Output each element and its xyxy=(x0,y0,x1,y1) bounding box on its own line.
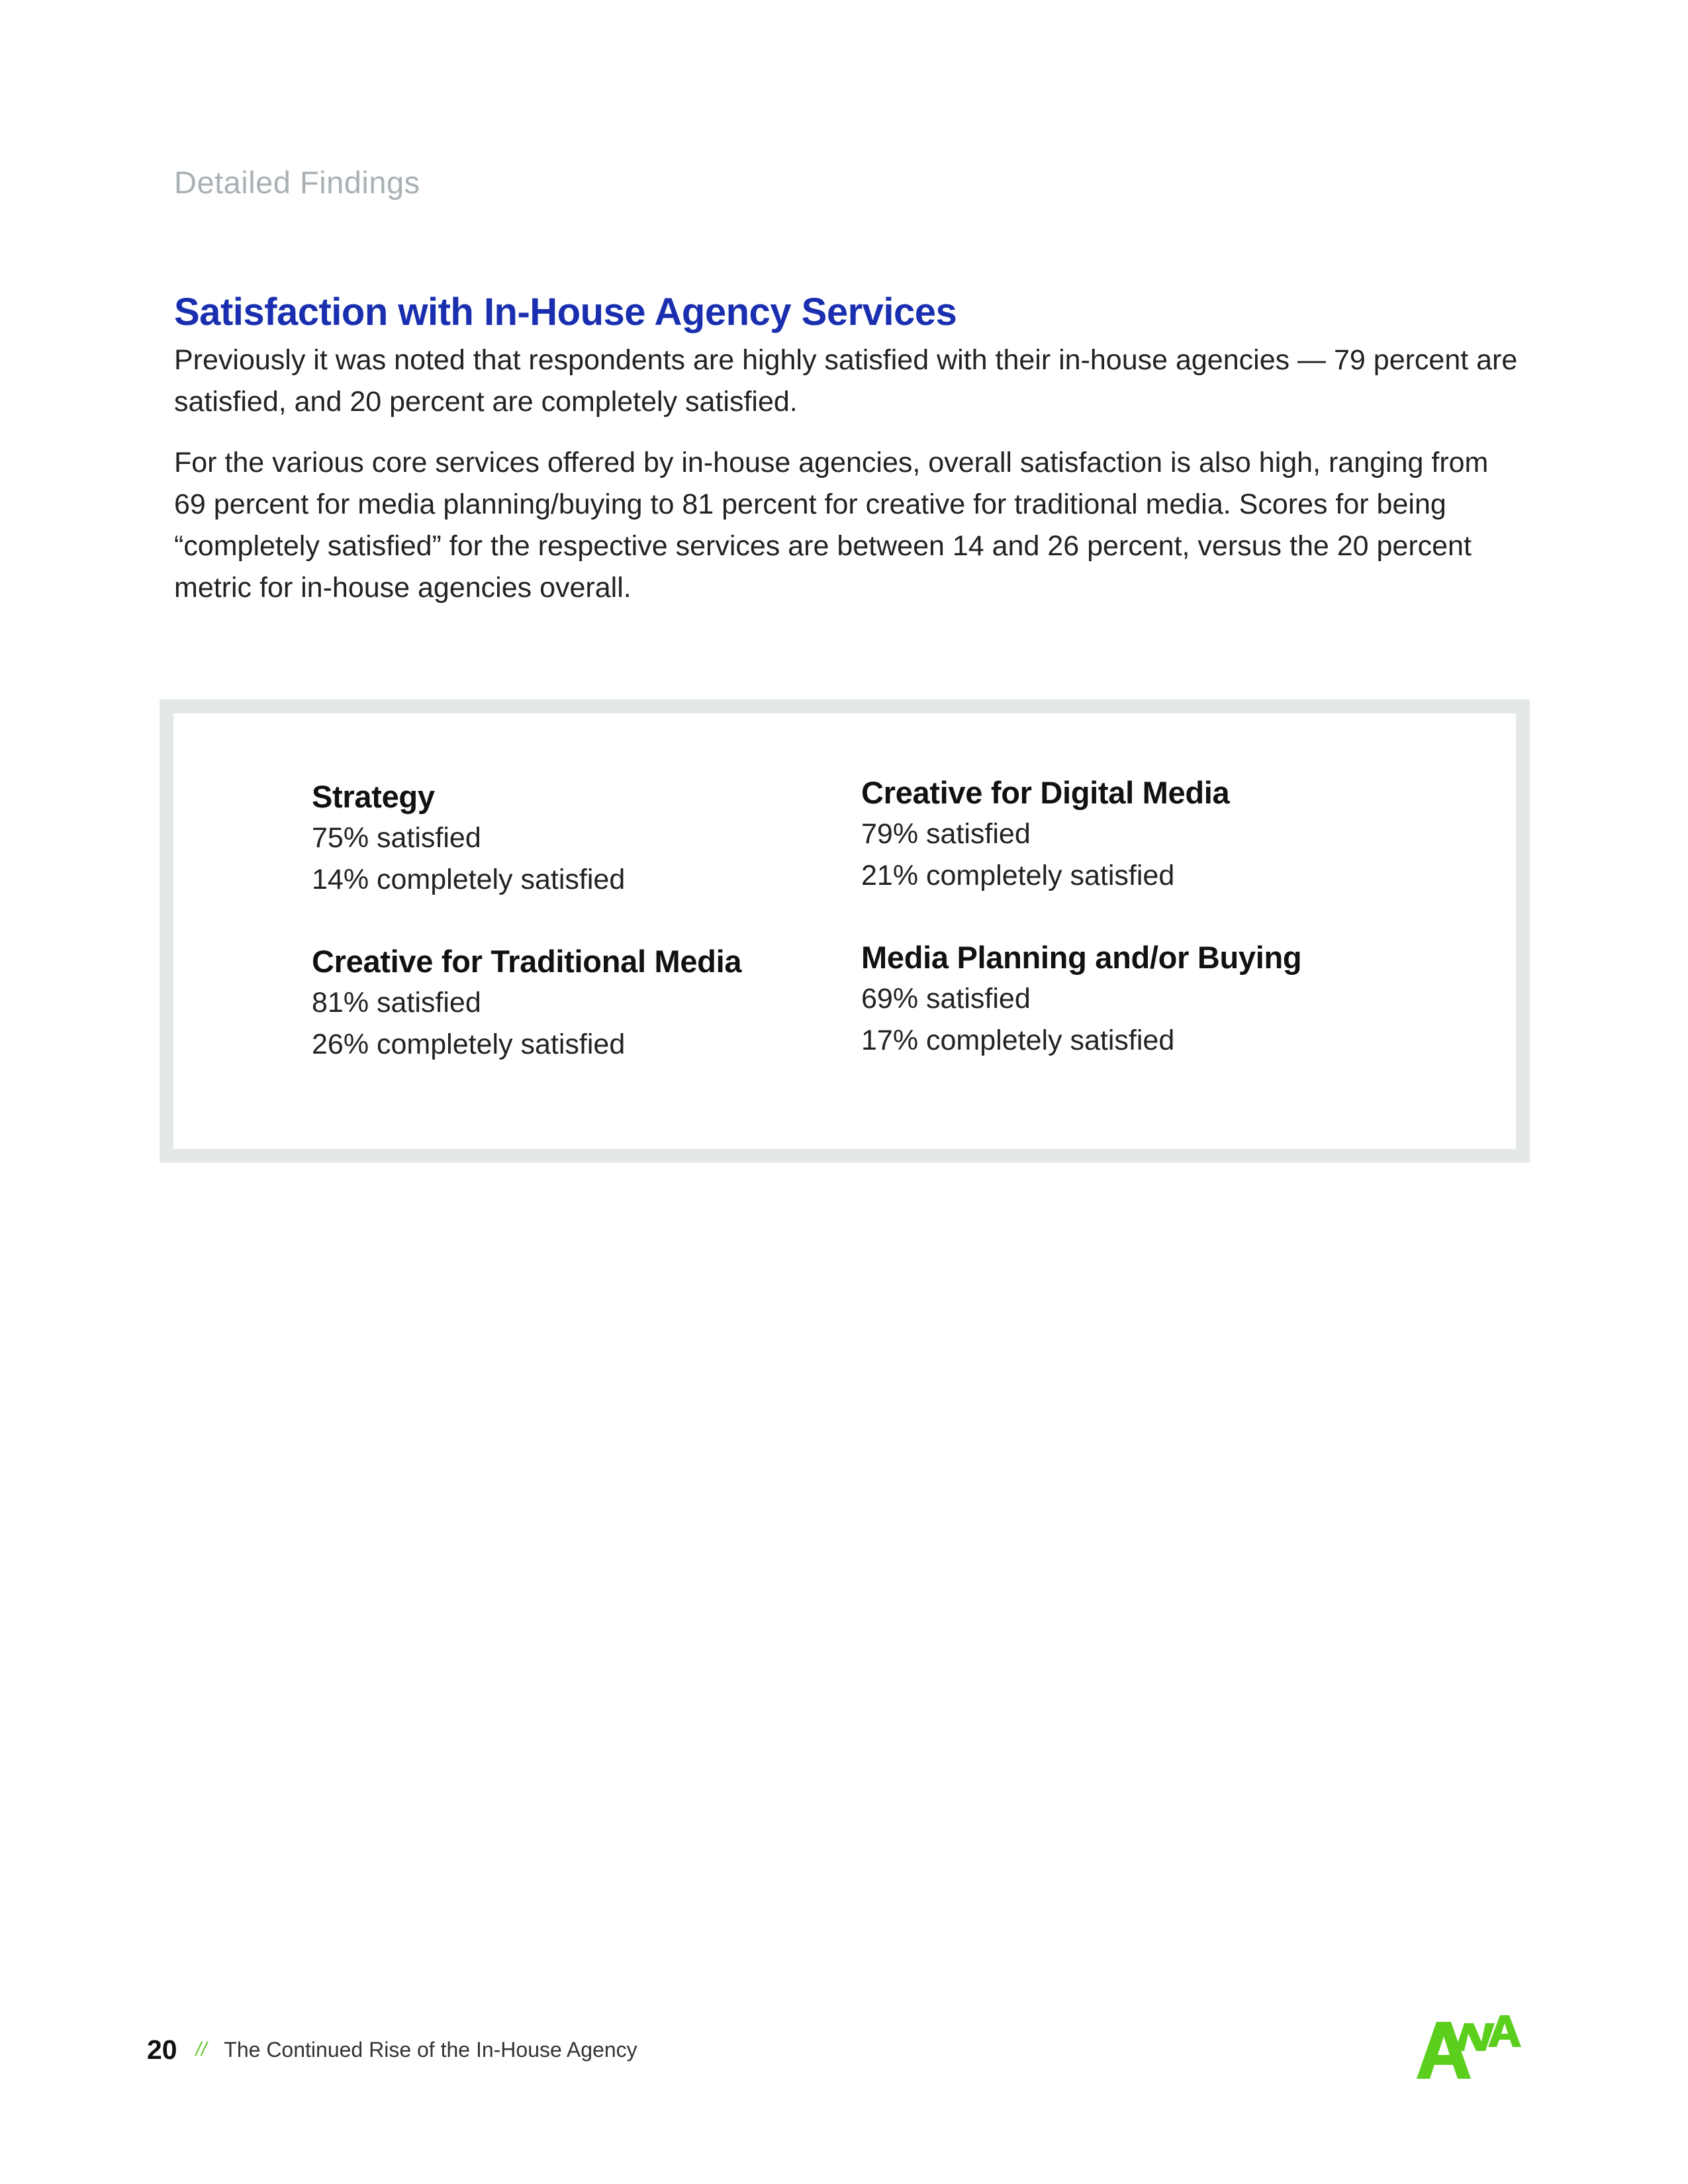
stat-creative-traditional-media xyxy=(312,941,741,1066)
stat-heading: Creative for Digital Media xyxy=(861,775,1230,810)
stat-satisfied: 75% satisfied xyxy=(312,822,481,854)
ana-logo xyxy=(1417,2015,1523,2081)
page-footer xyxy=(147,2030,637,2070)
page-title: Satisfaction with In-House Agency Services xyxy=(174,291,957,334)
intro-paragraph: Previously it was noted that respondents are highly satisfied with their in-house agencies — 79 percent are satisfied, and 20 percent are completely satisfied. xyxy=(174,344,1518,418)
stat-satisfied: 79% satisfied xyxy=(861,818,1031,850)
stat-completely-satisfied: 17% completely satisfied xyxy=(861,1024,1175,1056)
stat-heading: Strategy xyxy=(312,779,435,814)
section-label: Detailed Findings xyxy=(174,165,420,200)
footer-separator: // xyxy=(195,2038,207,2060)
stat-completely-satisfied: 14% completely satisfied xyxy=(312,864,626,895)
detail-paragraph: For the various core services offered by in-house agencies, overall satisfaction is also high, ranging from 69 percent for media planning/buying to 81 percent for creative for traditional media. Scores for being “completely satisfied” for the respective services are between 14 and 26 percent, versus the 20 percent metric for in-house agencies overall. xyxy=(174,447,1489,604)
satisfaction-callout-box xyxy=(160,700,1530,1163)
stat-satisfied: 81% satisfied xyxy=(312,987,481,1019)
stat-heading: Media Planning and/or Buying xyxy=(861,940,1302,975)
stat-satisfied: 69% satisfied xyxy=(861,983,1031,1015)
stat-media-planning-buying xyxy=(861,937,1301,1062)
stat-completely-satisfied: 26% completely satisfied xyxy=(312,1028,626,1060)
document-title: The Continued Rise of the In-House Agency xyxy=(224,2037,637,2062)
stat-completely-satisfied: 21% completely satisfied xyxy=(861,860,1175,891)
stat-strategy xyxy=(312,776,625,901)
stat-creative-digital-media xyxy=(861,772,1229,897)
page-number: 20 xyxy=(147,2034,177,2065)
stat-heading: Creative for Traditional Media xyxy=(312,944,742,979)
